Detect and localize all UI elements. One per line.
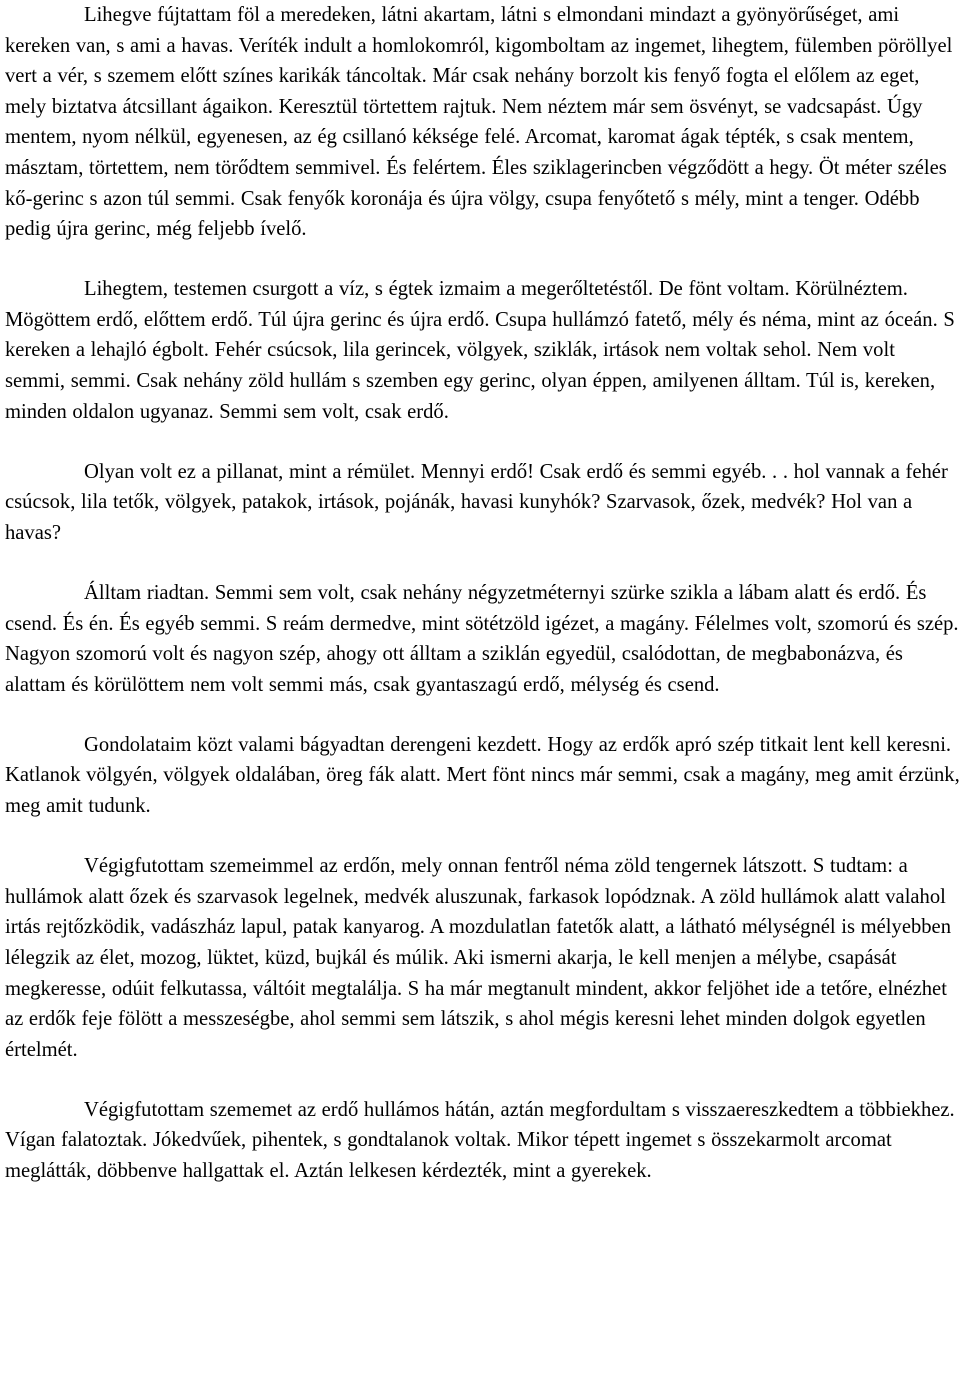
paragraph-spacer [5, 1065, 960, 1095]
paragraph-spacer [5, 245, 960, 275]
document-body [5, 0, 960, 1187]
paragraph-6: Végigfutottam szemeimmel az erdőn, mely onnan fentről néma zöld tengernek látszott. S tudtam: a hullámok alatt őzek és szarvasok legelnek, medvék aluszunak, farkasok lopódznak. A zöld hullámok alatt valahol irtás rejtőzködik, vadászház lapul, patak kanyarog. A mozdulatlan fatetők alatt, a látható mélységnél is mélyebben lélegzik az élet, mozog, lüktet, küzd, bujkál és múlik. Aki ismerni akarja, le kell menjen a mélybe, csapását megkeresse, odúit felkutassa, váltóit megtalálja. S ha már megtanult mindent, akkor feljöhet ide a tetőre, elnézhet az erdők feje fölött a messzeségbe, ahol semmi sem látszik, s ahol mégis keresni lehet minden dolgok egyetlen értelmét. [5, 855, 951, 1061]
paragraph-spacer [5, 822, 960, 852]
paragraph-2: Lihegtem, testemen csurgott a víz, s égtek izmaim a megerőltetéstől. De fönt voltam. Körülnéztem. Mögöttem erdő, előttem erdő. Túl újra gerinc és újra erdő. Csupa hullámzó fatető, mély és néma, mint az óceán. S kereken a lehajló égbolt. Fehér csúcsok, lila gerincek, völgyek, sziklák, irtások nem voltak sehol. Nem volt semmi, semmi. Csak nehány zöld hullám s szemben egy gerinc, olyan éppen, amilyenen álltam. Túl is, kereken, minden oldalon ugyanaz. Semmi sem volt, csak erdő. [5, 278, 955, 423]
paragraph-4: Álltam riadtan. Semmi sem volt, csak nehány négyzetméternyi szürke szikla a lábam alatt és erdő. És csend. És én. És egyéb semmi. S reám dermedve, mint sötétzöld igézet, a magány. Félelmes volt, szomorú és szép. Nagyon szomorú volt és nagyon szép, ahogy ott álltam a sziklán egyedül, csalódottan, de megbabonázva, és alattam és körülöttem nem volt semmi más, csak gyantaszagú erdő, mélység és csend. [5, 582, 959, 696]
paragraph-1: Lihegve fújtattam föl a meredeken, látni akartam, látni s elmondani mindazt a gyönyörűséget, ami kereken van, s ami a havas. Veríték indult a homlokomról, kigomboltam az ingemet, lihegtem, fülemben pöröllyel vert a vér, s szemem előtt színes karikák táncoltak. Már csak nehány borzolt kis fenyő fogta el előlem az eget, mely biztatva átcsillant ágaikon. Keresztül törtettem rajtuk. Nem néztem már sem ösvényt, se vadcsapást. Úgy mentem, nyom nélkül, egyenesen, az ég csillanó kéksége felé. Arcomat, karomat ágak tépték, s csak mentem, másztam, törtettem, nem törődtem semmivel. És felértem. Éles sziklagerincben végződött a hegy. Öt méter széles kő-gerinc s azon túl semmi. Csak fenyők koronája és újra völgy, csupa fenyőtető s mély, mint a tenger. Odébb pedig újra gerinc, még feljebb ívelő. [5, 4, 953, 241]
paragraph-spacer [5, 549, 960, 579]
paragraph-spacer [5, 700, 960, 730]
paragraph-5: Gondolataim közt valami bágyadtan derengeni kezdett. Hogy az erdők apró szép titkait lent kell keresni. Katlanok völgyén, völgyek oldalában, öreg fák alatt. Mert fönt nincs már semmi, csak a magány, meg amit érzünk, meg amit tudunk. [5, 733, 960, 818]
paragraph-3: Olyan volt ez a pillanat, mint a rémület. Mennyi erdő! Csak erdő és semmi egyéb. . . hol vannak a fehér csúcsok, lila tetők, völgyek, patakok, irtások, pojánák, havasi kunyhók? Szarvasok, őzek, medvék? Hol van a havas? [5, 460, 948, 544]
paragraph-7: Végigfutottam szememet az erdő hullámos hátán, aztán megfordultam s visszaereszkedtem a többiekhez. Vígan falatoztak. Jókedvűek, pihentek, s gondtalanok voltak. Mikor tépett ingemet s összekarmolt arcomat meglátták, döbbenve hallgattak el. Aztán lelkesen kérdezték, mint a gyerekek. [5, 1098, 955, 1182]
paragraph-spacer [5, 427, 960, 457]
